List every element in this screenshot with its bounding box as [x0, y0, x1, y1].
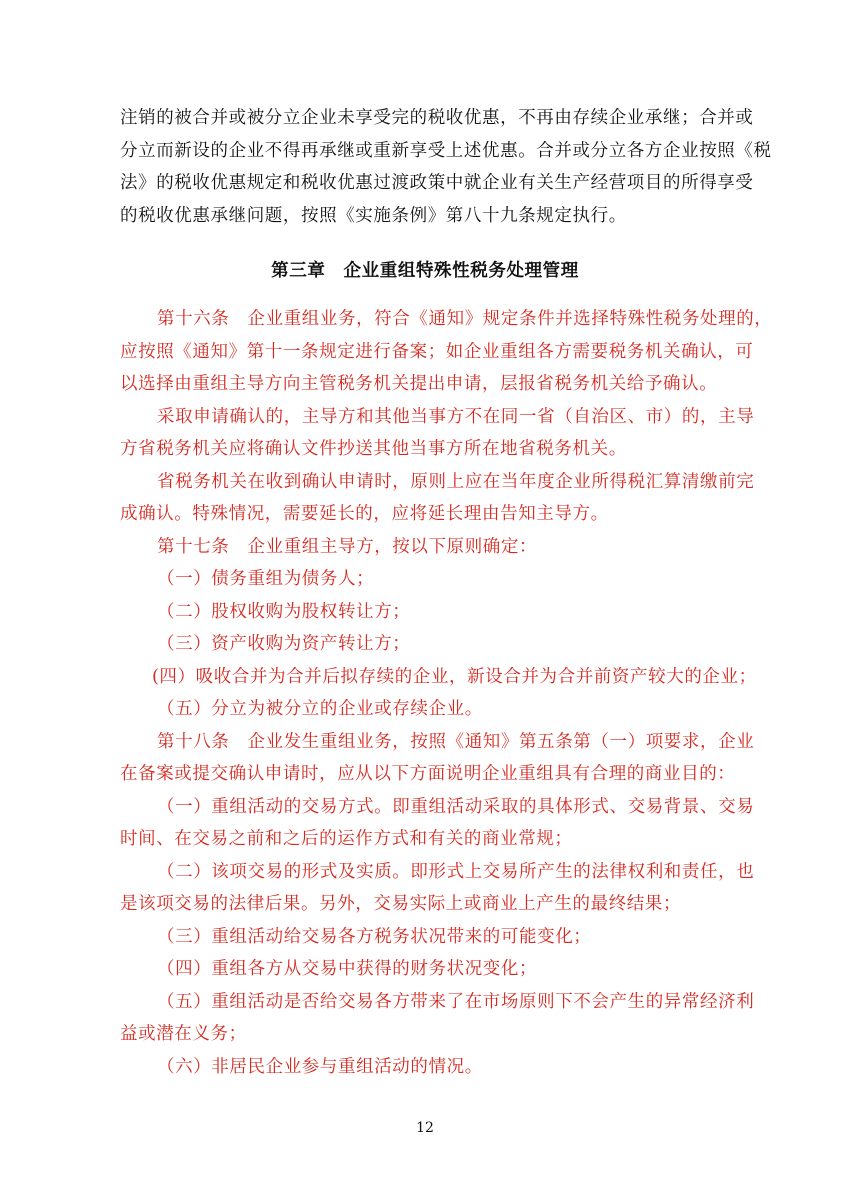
list-item: (四）吸收合并为合并后拟存续的企业，新设合并为合并前资产较大的企业；: [152, 666, 757, 687]
text-line: 时间、在交易之前和之后的运作方式和有关的商业常规；: [120, 829, 573, 849]
chapter-heading: 第三章 企业重组特殊性税务处理管理: [271, 261, 579, 281]
list-item: （二）该项交易的形式及实质。即形式上交易所产生的法律权利和责任，也: [157, 861, 755, 882]
article-17-line: 第十七条 企业重组主导方，按以下原则确定：: [157, 536, 538, 557]
text-line: 成确认。特殊情况，需要延长的，应将延长理由告知主导方。: [120, 504, 609, 524]
text-line: 省税务机关在收到确认申请时，原则上应在当年度企业所得税汇算清缴前完: [157, 471, 755, 492]
text-line: 的税收优惠承继问题，按照《实施条例》第八十九条规定执行。: [120, 205, 627, 226]
list-item: （六）非居民企业参与重组活动的情况。: [157, 1056, 483, 1077]
list-item: （一）债务重组为债务人；: [157, 569, 375, 589]
text-line: 采取申请确认的，主导方和其他当事方不在同一省（自治区、市）的，主导: [157, 406, 755, 427]
page-number: 12: [416, 1120, 434, 1136]
article-18-line: 第十八条 企业发生重组业务，按照《通知》第五条第（一）项要求，企业: [157, 731, 755, 752]
text-line: 法》的税收优惠规定和税收优惠过渡政策中就企业有关生产经营项目的所得享受: [120, 173, 754, 193]
text-line: 应按照《通知》第十一条规定进行备案；如企业重组各方需要税务机关确认，可: [120, 341, 754, 362]
text-line: 在备案或提交确认申请时，应从以下方面说明企业重组具有合理的商业目的：: [120, 764, 736, 784]
list-item: （四）重组各方从交易中获得的财务状况变化；: [157, 959, 538, 979]
text-line: 是该项交易的法律后果。另外，交易实际上或商业上产生的最终结果；: [120, 894, 682, 914]
chapter-body: [120, 303, 772, 1083]
list-item: （三）资产收购为资产转让方；: [157, 634, 411, 654]
list-item: （五）重组活动是否给交易各方带来了在市场原则下不会产生的异常经济利: [157, 991, 755, 1012]
list-item: （一）重组活动的交易方式。即重组活动采取的具体形式、交易背景、交易: [157, 796, 755, 817]
text-line: 注销的被合并或被分立企业未享受完的税收优惠，不再由存续企业承继；合并或: [120, 108, 754, 128]
text-line: 以选择由重组主导方向主管税务机关提出申请，层报省税务机关给予确认。: [120, 374, 718, 394]
text-line: 益或潜在义务；: [120, 1024, 247, 1044]
list-item: （三）重组活动给交易各方税务状况带来的可能变化；: [157, 926, 592, 947]
list-item: （二）股权收购为股权转让方；: [157, 601, 411, 622]
list-item: （五）分立为被分立的企业或存续企业。: [157, 699, 483, 719]
text-line: 分立而新设的企业不得再承继或重新享受上述优惠。合并或分立各方企业按照《税: [120, 140, 772, 161]
text-line: 方省税务机关应将确认文件抄送其他当事方所在地省税务机关。: [120, 439, 627, 459]
article-16-line: 第十六条 企业重组业务，符合《通知》规定条件并选择特殊性税务处理的，: [157, 309, 773, 329]
continuation-paragraph: [120, 102, 772, 232]
